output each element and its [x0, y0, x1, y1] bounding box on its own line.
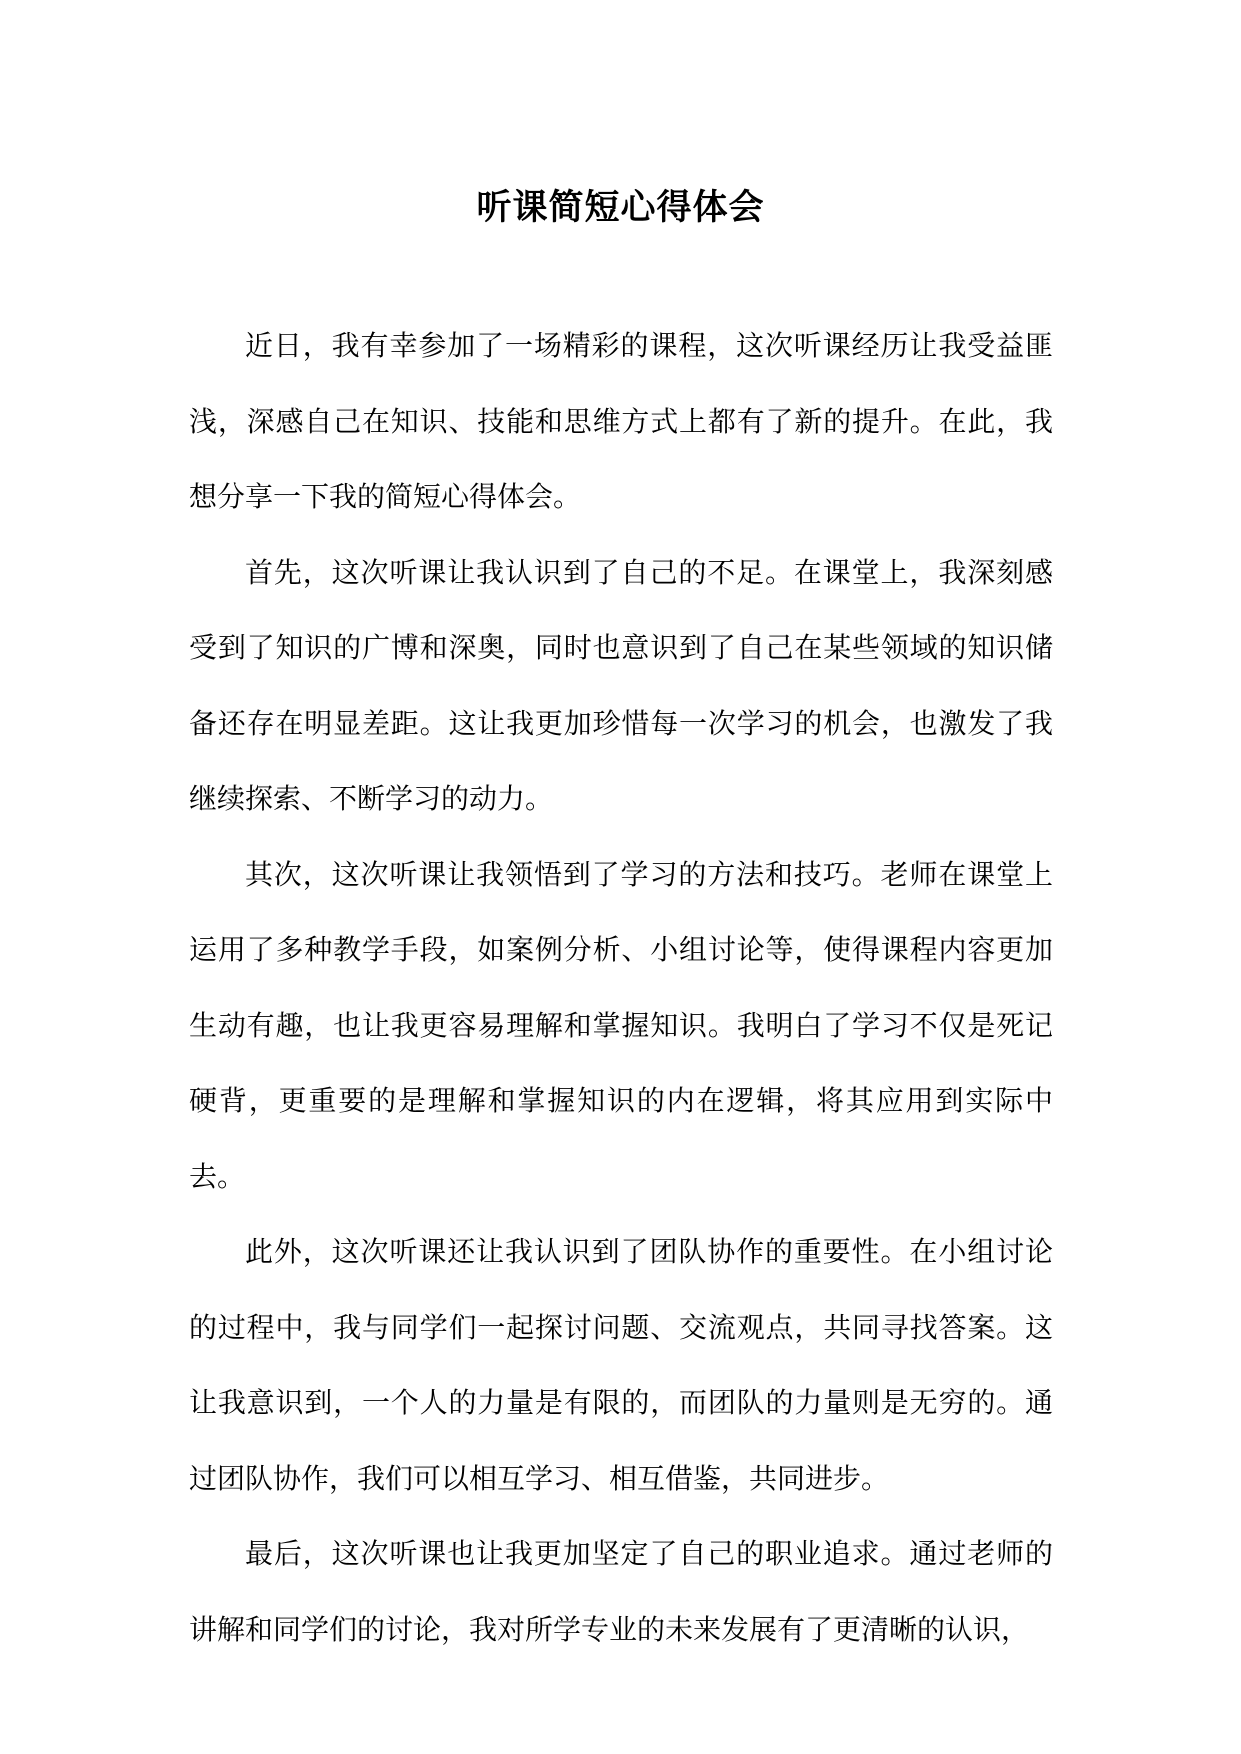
paragraph-moreover: 此外，这次听课还让我认识到了团队协作的重要性。在小组讨论的过程中，我与同学们一起探讨问题、交流观点，共同寻找答案。这让我意识到，一个人的力量是有限的，而团队的力量则是无穷的。通过团队协作，我们可以相互学习、相互借鉴，共同进步。 — [189, 1235, 1053, 1495]
document-title: 听课简短心得体会 — [476, 187, 765, 228]
paragraph-second: 其次，这次听课让我领悟到了学习的方法和技巧。老师在课堂上运用了多种教学手段，如案例分析、小组讨论等，使得课程内容更加生动有趣，也让我更容易理解和掌握知识。我明白了学习不仅是死记硬背，更重要的是理解和掌握知识的内在逻辑，将其应用到实际中去。 — [189, 857, 1053, 1193]
paragraph-finally: 最后，这次听课也让我更加坚定了自己的职业追求。通过老师的讲解和同学们的讨论，我对所学专业的未来发展有了更清晰的认识， — [189, 1537, 1053, 1646]
document-body — [189, 308, 1053, 1667]
paragraph-first: 首先，这次听课让我认识到了自己的不足。在课堂上，我深刻感受到了知识的广博和深奥，同时也意识到了自己在某些领域的知识储备还存在明显差距。这让我更加珍惜每一次学习的机会，也激发了我继续探索、不断学习的动力。 — [189, 555, 1053, 815]
paragraph-intro: 近日，我有幸参加了一场精彩的课程，这次听课经历让我受益匪浅，深感自己在知识、技能和思维方式上都有了新的提升。在此，我想分享一下我的简短心得体会。 — [189, 329, 1053, 513]
